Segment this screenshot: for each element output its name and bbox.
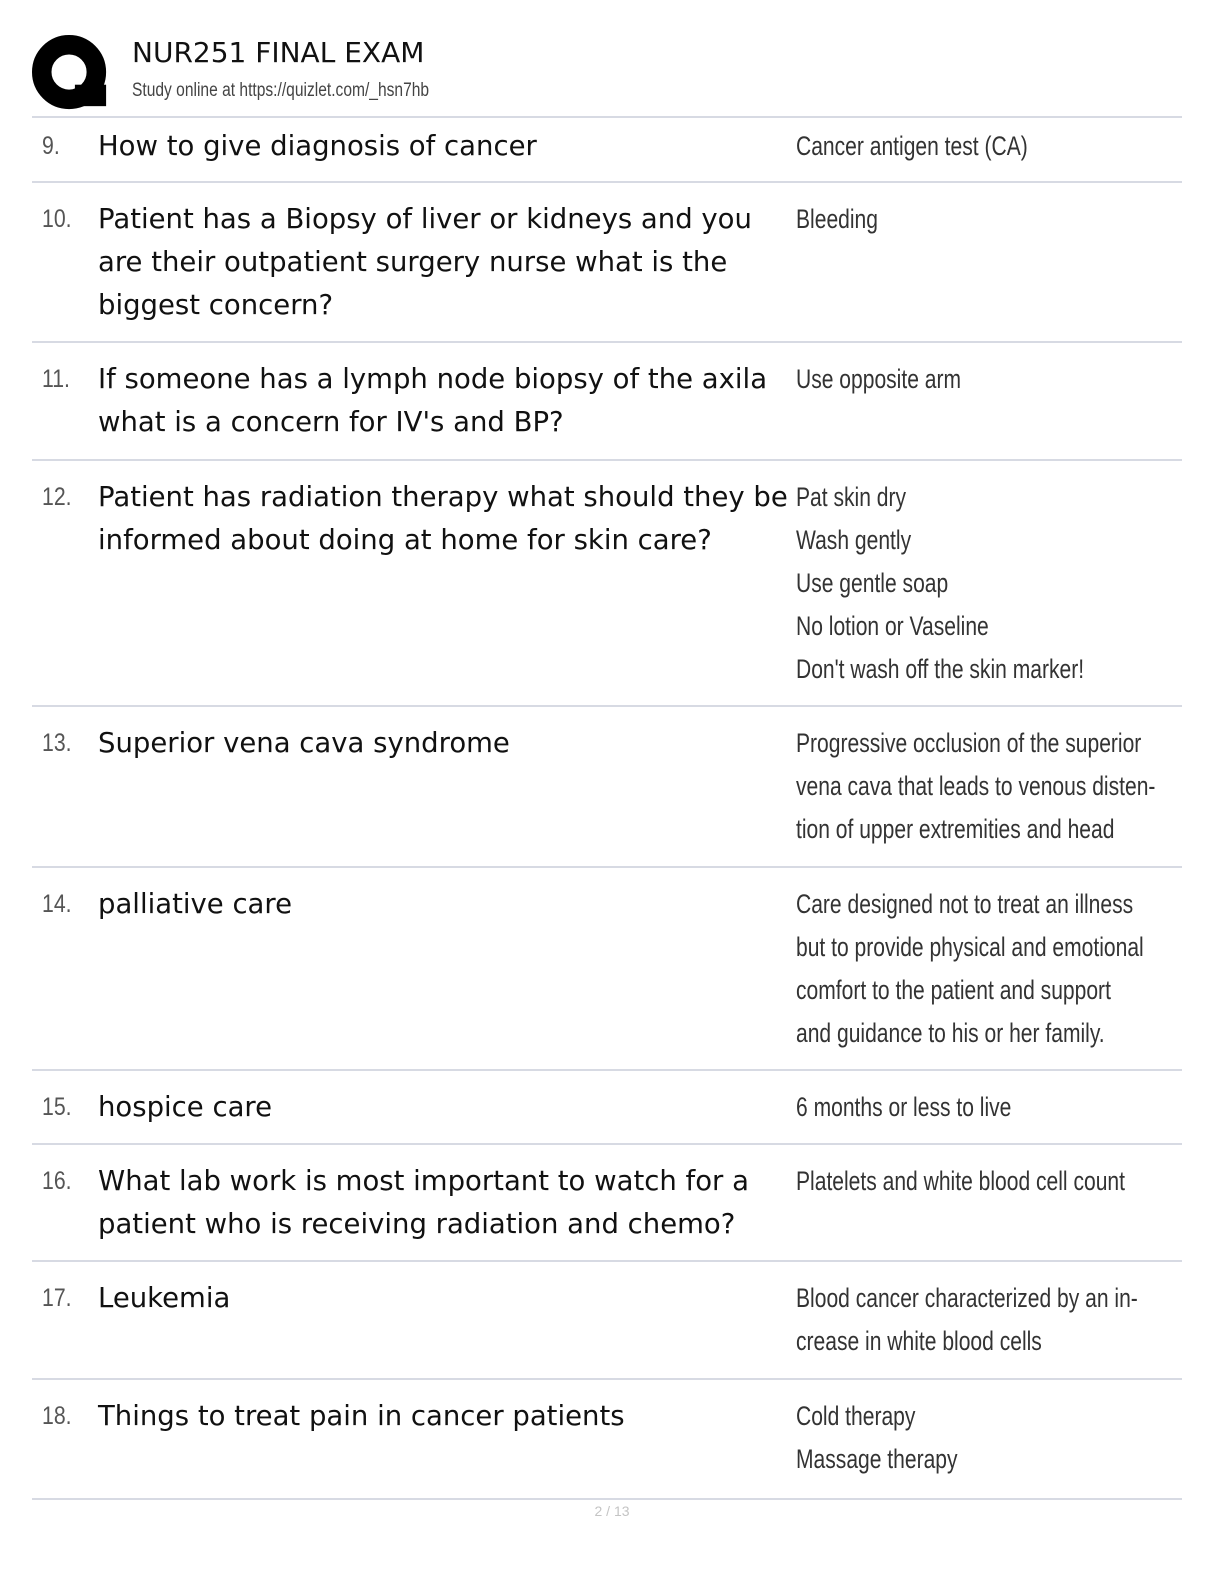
flashcard-row xyxy=(32,118,1182,183)
card-definition xyxy=(796,722,1155,851)
definition-line: Pat skin dry xyxy=(796,482,907,512)
card-number: 10. xyxy=(42,205,72,233)
card-term: Things to treat pain in cancer patients xyxy=(98,1400,625,1432)
flashcard-row xyxy=(32,707,1182,868)
card-number: 17. xyxy=(42,1284,72,1312)
page-number: 2 / 13 xyxy=(594,1503,630,1519)
card-definition xyxy=(796,1160,1155,1203)
definition-line: tion of upper extremities and head xyxy=(796,814,1115,844)
definition-line: Cold therapy xyxy=(796,1401,916,1431)
definition-line: No lotion or Vaseline xyxy=(796,611,989,641)
definition-line: Cancer antigen test (CA) xyxy=(796,131,1028,161)
flashcard-row xyxy=(32,868,1182,1071)
definition-line: Use opposite arm xyxy=(796,364,962,394)
card-number: 9. xyxy=(42,132,60,160)
flashcard-row xyxy=(32,1380,1182,1500)
card-term: What lab work is most important to watch for a patient who is receiving radiation and chemo? xyxy=(98,1165,749,1240)
definition-line: Progressive occlusion of the superior xyxy=(796,728,1142,758)
card-definition xyxy=(796,358,1155,401)
card-number: 18. xyxy=(42,1402,72,1430)
card-term: Patient has radiation therapy what should they be informed about doing at home for skin care? xyxy=(98,481,788,556)
definition-line: Bleeding xyxy=(796,204,878,234)
card-number: 12. xyxy=(42,483,72,511)
flashcard-row xyxy=(32,1262,1182,1380)
definition-line: but to provide physical and emotional xyxy=(796,932,1144,962)
flashcard-row xyxy=(32,461,1182,707)
quizlet-q-logo-icon xyxy=(32,34,110,112)
flashcard-row xyxy=(32,343,1182,461)
definition-line: and guidance to his or her family. xyxy=(796,1018,1105,1048)
definition-line: Care designed not to treat an illness xyxy=(796,889,1134,919)
card-definition xyxy=(796,883,1155,1055)
card-definition xyxy=(796,1086,1155,1129)
definition-line: 6 months or less to live xyxy=(796,1092,1012,1122)
card-term: If someone has a lymph node biopsy of the axila what is a concern for IV's and BP? xyxy=(98,363,768,438)
definition-line: vena cava that leads to venous disten- xyxy=(796,771,1156,801)
card-term: palliative care xyxy=(98,888,293,920)
card-definition xyxy=(796,1277,1155,1363)
card-number: 14. xyxy=(42,890,72,918)
card-definition xyxy=(796,125,1155,168)
card-number: 16. xyxy=(42,1167,72,1195)
definition-line: Massage therapy xyxy=(796,1444,958,1474)
definition-line: Use gentle soap xyxy=(796,568,949,598)
definition-line: Don't wash off the skin marker! xyxy=(796,654,1085,684)
definition-line: Platelets and white blood cell count xyxy=(796,1166,1125,1196)
card-number: 13. xyxy=(42,729,72,757)
card-term: How to give diagnosis of cancer xyxy=(98,130,537,162)
definition-line: Wash gently xyxy=(796,525,912,555)
card-definition xyxy=(796,1395,1155,1481)
flashcard-list xyxy=(32,116,1182,1500)
card-definition xyxy=(796,198,1155,241)
study-link[interactable]: Study online at https://quizlet.com/_hsn7hb xyxy=(132,80,430,101)
card-term: Patient has a Biopsy of liver or kidneys and you are their outpatient surgery nurse what is the biggest concern? xyxy=(98,203,752,321)
card-term: Superior vena cava syndrome xyxy=(98,727,510,759)
document-title: NUR251 FINAL EXAM xyxy=(132,36,425,69)
flashcard-row xyxy=(32,1145,1182,1262)
card-term: hospice care xyxy=(98,1091,273,1123)
card-number: 15. xyxy=(42,1093,72,1121)
definition-line: Blood cancer characterized by an in- xyxy=(796,1283,1138,1313)
card-number: 11. xyxy=(42,365,70,393)
page-header xyxy=(32,30,1192,118)
definition-line: comfort to the patient and support xyxy=(796,975,1111,1005)
card-definition xyxy=(796,476,1155,691)
flashcard-row xyxy=(32,183,1182,343)
definition-line: crease in white blood cells xyxy=(796,1326,1042,1356)
flashcard-row xyxy=(32,1071,1182,1145)
card-term: Leukemia xyxy=(98,1282,231,1314)
